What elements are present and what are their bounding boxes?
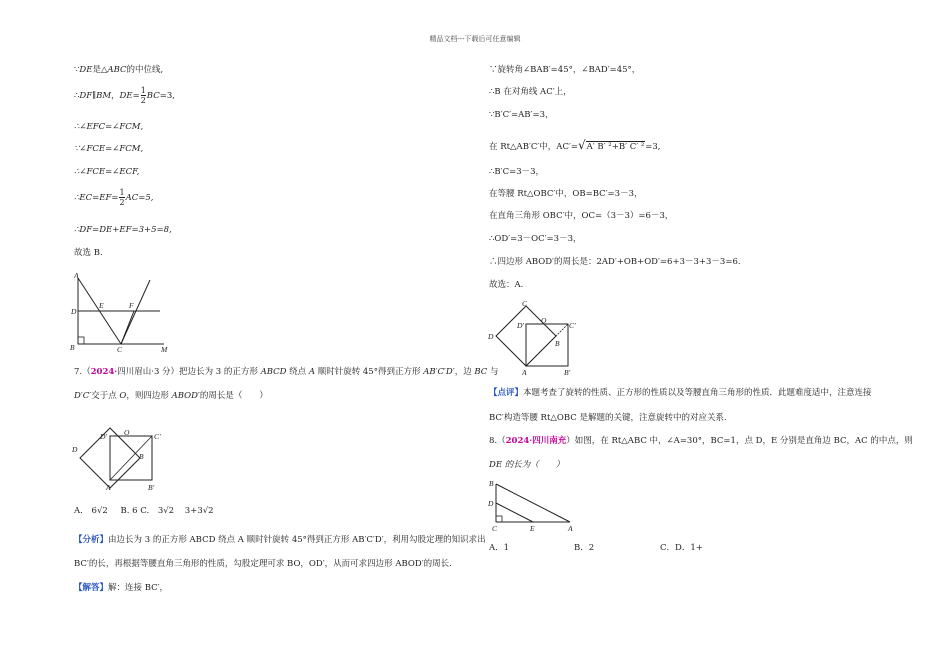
- r-line-10: 故选：A.: [489, 280, 524, 290]
- question-7-line-1: 7.（2024·四川眉山·3 分）把边长为 3 的正方形 ABCD 绕点 A 顺时针旋转 45°得到正方形 AB′C′D′，边 BC 与: [74, 367, 499, 377]
- r-line-1: ∵旋转角∠BAB′=45°，∠BAD′=45°，: [489, 65, 641, 75]
- solution-line-1: 【解答】解：连接 BC′，: [74, 583, 169, 593]
- q8-option-c-d[interactable]: C．D．1+: [660, 543, 703, 553]
- comment-tag: 【点评】: [489, 388, 524, 398]
- line-7: ∴DF=DE+EF=3+5=8,: [74, 225, 172, 235]
- analysis-line-2: BC′的长，再根据等腰直角三角形的性质，勾股定理可求 BO，OD′，从而可求四边形 ABOD′的周长.: [74, 559, 452, 569]
- option-d-value: 3+3√2: [184, 506, 214, 516]
- option-a[interactable]: A.: [74, 506, 83, 516]
- line-1: ∵DE是△ABC的中位线,: [74, 65, 164, 75]
- option-b-c[interactable]: B. 6 C.: [120, 506, 150, 516]
- option-a-value: 6√2: [91, 506, 108, 516]
- fraction-half: $\frac{1}{2}$: [140, 86, 146, 105]
- option-c-value: 3√2: [157, 506, 175, 516]
- r-line-9: ∴四边形 ABOD′的周长是：2AD′+OB+OD′=6+3－3+3－3=6.: [489, 257, 741, 267]
- fig3-label-d: D: [488, 332, 494, 341]
- figure-4: [484, 476, 584, 536]
- q8-option-a[interactable]: A．1: [489, 543, 510, 553]
- page-header: 精品文档---下载后可任意编辑: [429, 35, 521, 43]
- fig1-label-f: F: [129, 301, 134, 310]
- r-line-8: ∴OD′=3－OC′=3－3，: [489, 234, 582, 244]
- r-line-3: ∵B′C′=AB′=3，: [489, 110, 554, 120]
- fig3-label-o: O: [541, 316, 547, 325]
- fig4-label-c: C: [492, 524, 498, 533]
- r-line-6: 在等腰 Rt△OBC′中，OB=BC′=3－3，: [489, 189, 643, 199]
- fig1-label-e: E: [99, 301, 104, 310]
- analysis-line-1: 【分析】由边长为 3 的正方形 ABCD 绕点 A 顺时针旋转 45°得到正方形 AB′C′D′，利用勾股定理的知识求出: [74, 535, 486, 545]
- question-8-line-2: DE 的长为（ ）: [489, 460, 565, 470]
- r-line-7: 在直角三角形 OBC′中，OC=（3－3）=6－3，: [489, 211, 674, 221]
- fig2-label-o: O: [124, 428, 130, 437]
- fig4-label-a: A: [568, 524, 573, 533]
- fig1-label-a: A: [74, 271, 79, 280]
- line-5: ∴∠FCE=∠ECF,: [74, 167, 140, 177]
- fig1-label-c: C: [117, 345, 123, 354]
- question-8-line-1: 8.（2024·四川南充）如图，在 Rt△ABC 中，∠A=30°，BC=1，点 D，E 分别是直角边 BC，AC 的中点，则: [489, 436, 913, 446]
- fig4-label-d: D: [488, 499, 494, 508]
- figure-3: [484, 296, 594, 380]
- fig2-label-b-prime: B′: [148, 483, 155, 492]
- fig2-label-c-prime: C′: [154, 432, 161, 441]
- q8-option-b[interactable]: B．2: [574, 543, 595, 553]
- line-8: 故选 B.: [74, 248, 103, 258]
- fig4-label-e: E: [530, 524, 535, 533]
- fig2-label-a: A: [106, 483, 111, 492]
- fig2-label-b: B: [139, 452, 144, 461]
- comment-line-1: 【点评】本题考查了旋转的性质、正方形的性质以及等腰直角三角形的性质．此题难度适中，注意连接: [489, 388, 872, 398]
- r-line-2: ∴B 在对角线 AC′上，: [489, 87, 572, 97]
- fig3-label-a: A: [522, 368, 527, 377]
- line-3: ∴∠EFC=∠FCM,: [74, 122, 144, 132]
- fig3-label-d-prime: D′: [517, 321, 525, 330]
- fig4-label-b: B: [489, 479, 494, 488]
- analysis-tag: 【分析】: [74, 535, 109, 545]
- figure-1: [66, 270, 176, 354]
- fig2-label-d-prime: D′: [100, 432, 108, 441]
- line-4: ∵∠FCE=∠FCM,: [74, 144, 144, 154]
- fraction-half-2: $\frac{1}{2}$: [119, 188, 125, 207]
- fig1-label-d: D: [71, 307, 77, 316]
- fig3-label-c-prime: C′: [569, 321, 576, 330]
- comment-line-2: BC′构造等腰 Rt△OBC 是解题的关键，注意旋转中的对应关系.: [489, 413, 727, 423]
- fig3-label-c: C: [522, 299, 528, 308]
- fig1-label-b: B: [70, 343, 75, 352]
- line-6: ∴EC=EF= $\frac{1}{2}AC=5$,: [74, 188, 154, 207]
- solution-tag: 【解答】: [74, 583, 109, 593]
- fig3-label-b-prime: B′: [564, 368, 571, 377]
- line-2: ∴DF∥BM，DE= $\frac{1}{2}BC=3$,: [74, 86, 175, 105]
- fig2-label-d: D: [72, 445, 78, 454]
- r-line-5: ∴B′C=3－3，: [489, 167, 545, 177]
- r-line-4: 在 Rt△AB′C′中，AC′=√A′ B′ ²+B′ C′ ²=3,: [489, 138, 661, 152]
- question-7-line-2: D′C′交于点 O，则四边形 ABOD′的周长是（ ）: [74, 391, 268, 401]
- figure-2: [66, 424, 176, 494]
- fig3-label-b: B: [555, 339, 560, 348]
- fig1-label-m: M: [161, 345, 168, 354]
- question-7-options: [74, 505, 214, 517]
